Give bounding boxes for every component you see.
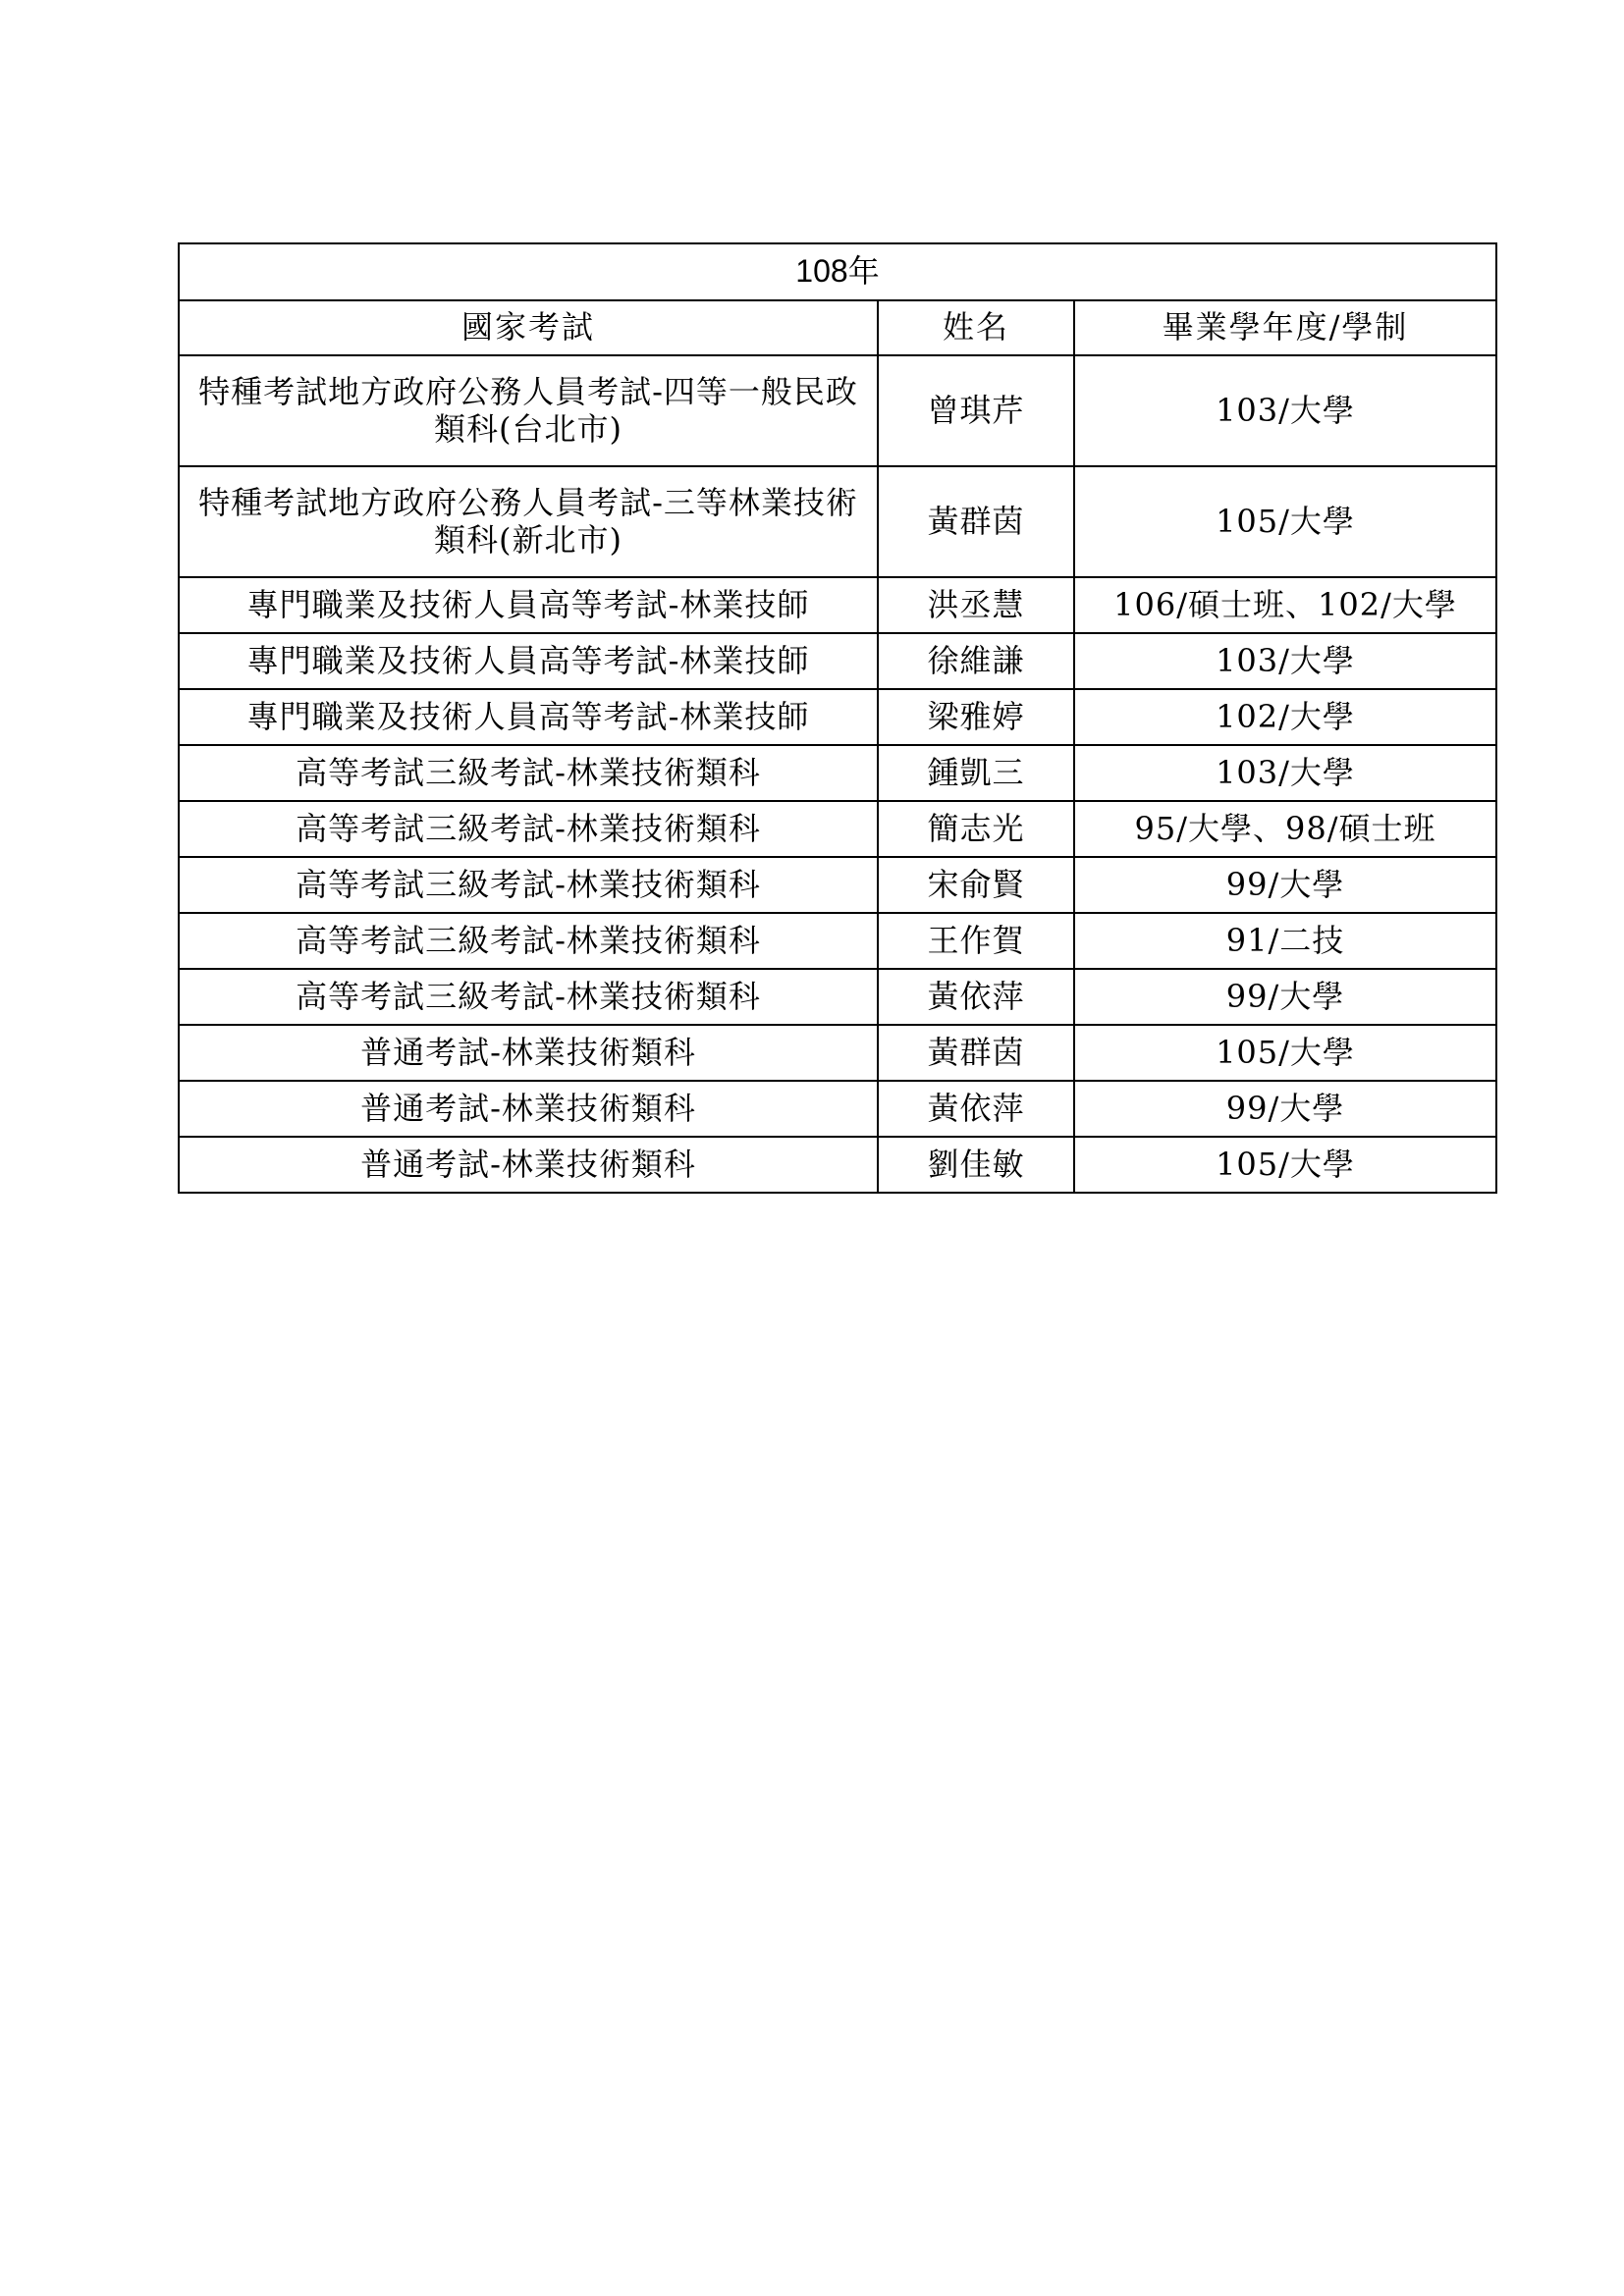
exam-cell: 專門職業及技術人員高等考試-林業技師 — [179, 633, 878, 689]
name-cell: 黃依萍 — [878, 1081, 1074, 1137]
grad-cell: 99/大學 — [1074, 857, 1496, 913]
grad-cell: 91/二技 — [1074, 913, 1496, 969]
name-cell: 王作賀 — [878, 913, 1074, 969]
grad-cell: 99/大學 — [1074, 1081, 1496, 1137]
grad-cell: 102/大學 — [1074, 689, 1496, 745]
exam-cell: 高等考試三級考試-林業技術類科 — [179, 801, 878, 857]
table-row — [179, 969, 1496, 1025]
year-row — [179, 243, 1496, 300]
column-header-exam: 國家考試 — [179, 300, 878, 355]
name-cell: 宋俞賢 — [878, 857, 1074, 913]
table-row — [179, 577, 1496, 633]
name-cell: 劉佳敏 — [878, 1137, 1074, 1193]
grad-cell: 99/大學 — [1074, 969, 1496, 1025]
exam-cell: 高等考試三級考試-林業技術類科 — [179, 969, 878, 1025]
exam-cell: 高等考試三級考試-林業技術類科 — [179, 913, 878, 969]
table-row — [179, 1025, 1496, 1081]
table-row — [179, 689, 1496, 745]
exam-cell: 高等考試三級考試-林業技術類科 — [179, 857, 878, 913]
grad-cell: 103/大學 — [1074, 633, 1496, 689]
table-row — [179, 633, 1496, 689]
name-cell: 黃依萍 — [878, 969, 1074, 1025]
table-row — [179, 857, 1496, 913]
exam-cell: 專門職業及技術人員高等考試-林業技師 — [179, 689, 878, 745]
name-cell: 洪丞慧 — [878, 577, 1074, 633]
table-row — [179, 801, 1496, 857]
name-cell: 曾琪芹 — [878, 355, 1074, 466]
name-cell: 鍾凱三 — [878, 745, 1074, 801]
table-row — [179, 913, 1496, 969]
name-cell: 徐維謙 — [878, 633, 1074, 689]
grad-cell: 105/大學 — [1074, 1137, 1496, 1193]
column-header-grad: 畢業學年度/學制 — [1074, 300, 1496, 355]
name-cell: 梁雅婷 — [878, 689, 1074, 745]
table-row — [179, 466, 1496, 577]
column-header-name: 姓名 — [878, 300, 1074, 355]
header-row — [179, 300, 1496, 355]
table-row — [179, 1081, 1496, 1137]
table-row — [179, 1137, 1496, 1193]
name-cell: 黃群茵 — [878, 1025, 1074, 1081]
table-row — [179, 355, 1496, 466]
name-cell: 黃群茵 — [878, 466, 1074, 577]
grad-cell: 105/大學 — [1074, 1025, 1496, 1081]
year-title: 108年 — [179, 243, 1496, 300]
grad-cell: 106/碩士班、102/大學 — [1074, 577, 1496, 633]
grad-cell: 103/大學 — [1074, 745, 1496, 801]
exam-cell: 高等考試三級考試-林業技術類科 — [179, 745, 878, 801]
name-cell: 簡志光 — [878, 801, 1074, 857]
exam-cell: 特種考試地方政府公務人員考試-四等一般民政類科(台北市) — [179, 355, 878, 466]
grad-cell: 95/大學、98/碩士班 — [1074, 801, 1496, 857]
exam-cell: 普通考試-林業技術類科 — [179, 1081, 878, 1137]
table-row — [179, 745, 1496, 801]
exam-cell: 普通考試-林業技術類科 — [179, 1137, 878, 1193]
exam-cell: 普通考試-林業技術類科 — [179, 1025, 878, 1081]
exam-results-table — [178, 242, 1497, 1194]
exam-cell: 特種考試地方政府公務人員考試-三等林業技術類科(新北市) — [179, 466, 878, 577]
grad-cell: 103/大學 — [1074, 355, 1496, 466]
grad-cell: 105/大學 — [1074, 466, 1496, 577]
exam-cell: 專門職業及技術人員高等考試-林業技師 — [179, 577, 878, 633]
